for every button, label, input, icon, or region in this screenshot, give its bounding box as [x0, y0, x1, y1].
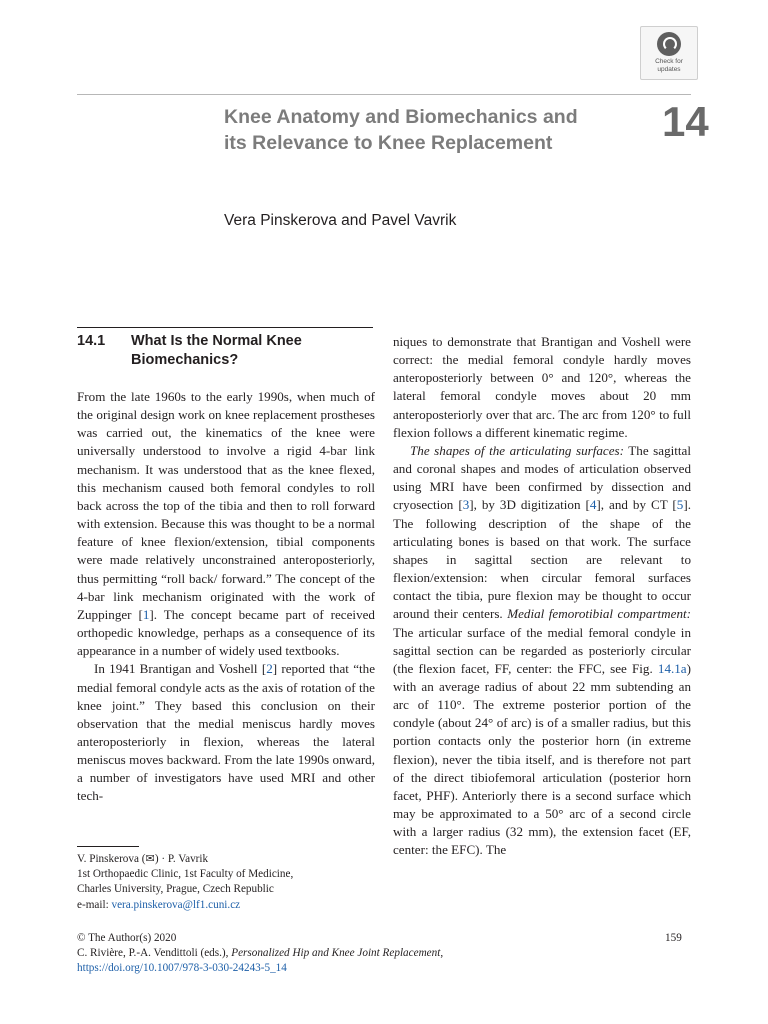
- paragraph: niques to demonstrate that Brantigan and Voshell were correct: the medial femoral condyle hardly moves anteroposteriorly between 0° and 120°, whereas the lateral femoral condyle moves about 20 mm anteroposteriorly over that arc. The arc from 120° to full flexion follows a different kinematic regime.: [393, 334, 691, 440]
- page-number: 159: [665, 932, 682, 944]
- paragraph: In 1941 Brantigan and Voshell [2] reported that “the medial femoral condyle acts as the axis of rotation of the knee joint.” They based this conclusion on their observation that the medial meniscus hardly moves anteroposteriorly in flexion, whereas the lateral meniscus moves backward. From the late 1990s onward, a number of investigators have used MRI and other tech-: [77, 661, 376, 804]
- reference-link[interactable]: 3: [462, 497, 470, 513]
- paragraph: From the late 1960s to the early 1990s, when much of the original design work on knee replacement prostheses was carried out, the kinematics of the knee were universally understood to involve a rigid 4-bar link mechanism. It was understood that as the knee flexed, this mechanism caused both femoral condyles to roll back across the top of the tibia and then to roll forward with extension. Because this was thought to be a normal feature of knee flexion/extension, tibial components were made relatively unconstrained anteroposteriorly, thus permitting “roll back/ forward.” The concept of the 4-bar link mechanism originated with the work of Zuppinger [1]. The concept became part of received orthopedic knowledge, perhaps as a consequence of its appearance in a number of widely used textbooks.: [77, 389, 375, 659]
- reference-link[interactable]: 1: [142, 606, 150, 622]
- reference-link[interactable]: 5: [676, 497, 684, 513]
- footnote-rule: [77, 846, 139, 847]
- paragraph: The shapes of the articulating surfaces: The sagittal and coronal shapes and modes of articulation observed using MRI have been confirmed by dissection and cryosection [3], by 3D digitization [4], and by CT [5]. The following description of the shape of the articulating bones is based on that work. The surface shapes in sagittal section are relevant to flexion/extension: when circular femoral surfaces contact the tibia, pure flexion may be thought to occur around their centers. Medial femorotibial compartment: The articular surface of the medial femoral condyle in sagittal section can be regarded as posteriorly circular (the flexion facet, FF, center: the FFC, see Fig. 14.1a) with an average radius of about 22 mm subtending an arc of 110°. The extreme posterior portion of the condyle (about 24° of arc) is of a smaller radius, but this portion contacts only the posterior horn (in extreme flexion), never the tibia itself, and is therefore not part of the direct tibiofemoral articulation (posterior horn facet, PHF). Anteriorly there is a second surface which may be approximated to a 50° arc of a second circle with a larger radius (32 mm), the extension facet (EF, center: the EFC). The: [393, 442, 691, 858]
- affiliation-line: Charles University, Prague, Czech Republic: [77, 883, 274, 896]
- badge-line2: updates: [657, 65, 681, 73]
- author-footnote: V. Pinskerova (✉) · P. Vavrik 1st Orthopaedic Clinic, 1st Faculty of Medicine, Charles University, Prague, Czech Republic e-mail: vera.pinskerova@lf1.cuni.cz: [77, 852, 377, 913]
- figure-link[interactable]: 14.1a: [657, 660, 687, 676]
- section-heading: [77, 332, 377, 370]
- email-link[interactable]: vera.pinskerova@lf1.cuni.cz: [111, 898, 241, 911]
- reference-link[interactable]: 4: [589, 497, 597, 513]
- left-column: [77, 388, 375, 806]
- chapter-title: Knee Anatomy and Biomechanics and its Relevance to Knee Replacement: [224, 106, 578, 154]
- check-for-updates-icon: [657, 32, 681, 56]
- reference-link[interactable]: 2: [266, 661, 273, 677]
- section-title: What Is the Normal Knee Biomechanics?: [131, 333, 302, 368]
- right-column: [393, 333, 691, 860]
- doi-link[interactable]: https://doi.org/10.1007/978-3-030-24243-5_14: [77, 962, 287, 974]
- citation-block: © The Author(s) 2020 C. Rivière, P.-A. Vendittoli (eds.), Personalized Hip and Knee Joint Replacement, https://doi.org/10.1007/978-3-030-24243-5_14: [77, 931, 691, 976]
- affiliation-line: 1st Orthopaedic Clinic, 1st Faculty of Medicine,: [77, 868, 294, 881]
- mail-icon: ✉: [145, 853, 155, 865]
- check-for-updates-badge[interactable]: [640, 26, 698, 80]
- chapter-number: 14: [662, 98, 709, 145]
- book-title: Personalized Hip and Knee Joint Replacement: [231, 947, 441, 959]
- copyright: © The Author(s) 2020: [77, 932, 177, 944]
- badge-line1: Check for: [655, 58, 683, 65]
- chapter-authors: Vera Pinskerova and Pavel Vavrik: [224, 212, 457, 229]
- section-number: 14.1: [77, 333, 106, 349]
- header-rule: [77, 94, 691, 95]
- section-rule: [77, 327, 373, 328]
- badge-text: [641, 58, 697, 73]
